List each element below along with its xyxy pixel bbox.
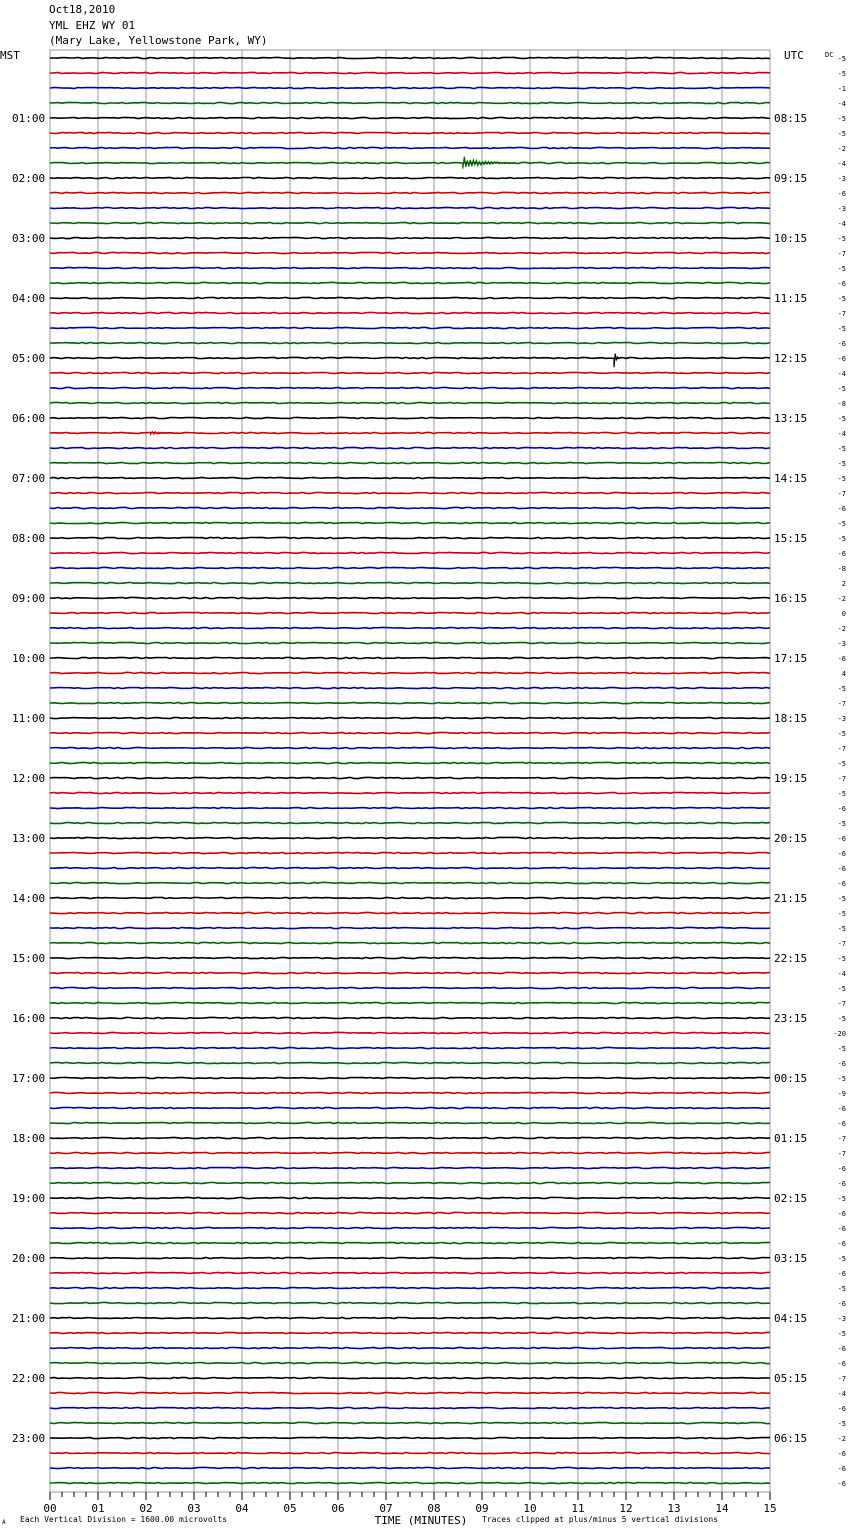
dc-offset-label: -6 xyxy=(837,1270,846,1278)
x-tick-label: 04 xyxy=(235,1502,249,1515)
seismic-trace xyxy=(50,1107,770,1108)
seismic-trace xyxy=(50,597,770,598)
axis-labels xyxy=(12,55,846,1515)
dc-offset-label: -5 xyxy=(837,730,846,738)
seismic-trace xyxy=(50,1167,770,1168)
seismic-trace xyxy=(50,1212,770,1213)
dc-offset-label: -5 xyxy=(837,520,846,528)
dc-offset-label: -7 xyxy=(837,310,846,318)
dc-offset-label: -7 xyxy=(837,1150,846,1158)
seismic-trace xyxy=(50,702,770,703)
utc-hour-label: 09:15 xyxy=(774,172,808,185)
x-tick-label: 06 xyxy=(331,1502,345,1515)
utc-hour-label: 14:15 xyxy=(774,472,808,485)
utc-hour-label: 13:15 xyxy=(774,412,808,425)
dc-offset-label: -5 xyxy=(837,265,846,273)
seismic-trace xyxy=(50,237,770,238)
seismic-trace xyxy=(50,987,770,988)
seismic-trace xyxy=(50,222,770,223)
dc-offset-label: -6 xyxy=(837,1060,846,1068)
seismic-trace xyxy=(50,927,770,928)
seismic-trace xyxy=(50,687,770,688)
seismic-trace xyxy=(50,822,770,823)
x-tick-label: 08 xyxy=(427,1502,441,1515)
mst-hour-label: 20:00 xyxy=(12,1252,46,1265)
dc-offset-label: -6 xyxy=(837,835,846,843)
seismic-trace xyxy=(50,462,770,463)
x-tick-label: 02 xyxy=(139,1502,153,1515)
mst-hour-label: 01:00 xyxy=(12,112,46,125)
mst-hour-label: 21:00 xyxy=(12,1312,46,1325)
dc-offset-label: -6 xyxy=(837,550,846,558)
dc-offset-label: -6 xyxy=(837,1300,846,1308)
dc-offset-label: -6 xyxy=(837,505,846,513)
dc-offset-label: 0 xyxy=(841,610,846,618)
seismic-trace xyxy=(50,1467,770,1468)
dc-offset-label: -5 xyxy=(837,445,846,453)
seismic-trace xyxy=(50,117,770,118)
dc-offset-label: -2 xyxy=(837,595,846,603)
seismic-trace xyxy=(50,522,770,523)
dc-offset-label: -5 xyxy=(837,295,846,303)
seismic-trace xyxy=(50,792,770,793)
seismic-trace xyxy=(50,1362,770,1363)
dc-offset-label: -5 xyxy=(837,415,846,423)
seismic-trace xyxy=(50,387,770,388)
mst-hour-label: 16:00 xyxy=(12,1012,46,1025)
seismic-trace xyxy=(50,1137,770,1138)
seismic-trace xyxy=(50,1152,770,1153)
seismic-trace xyxy=(50,732,770,733)
dc-offset-label: -6 xyxy=(837,1180,846,1188)
corner-mark: A xyxy=(2,1519,6,1526)
dc-offset-label: -6 xyxy=(837,1405,846,1413)
dc-offset-label: -4 xyxy=(837,160,846,168)
dc-offset-label: -6 xyxy=(837,1480,846,1488)
seismic-trace xyxy=(50,942,770,943)
dc-offset-label: -3 xyxy=(837,175,846,183)
utc-axis-label: UTC xyxy=(784,49,804,62)
dc-offset-label: -4 xyxy=(837,100,846,108)
mst-hour-label: 11:00 xyxy=(12,712,46,725)
scale-note: Each Vertical Division = 1600.00 microvolts xyxy=(20,1515,228,1524)
x-tick-label: 13 xyxy=(667,1502,681,1515)
mst-hour-label: 12:00 xyxy=(12,772,46,785)
seismic-trace xyxy=(50,1272,770,1273)
mst-hour-label: 09:00 xyxy=(12,592,46,605)
seismic-trace xyxy=(50,957,770,958)
seismic-trace xyxy=(50,267,770,268)
utc-hour-label: 23:15 xyxy=(774,1012,808,1025)
seismic-trace xyxy=(50,1242,770,1243)
dc-offset-label: -3 xyxy=(837,205,846,213)
utc-hour-label: 00:15 xyxy=(774,1072,808,1085)
dc-offset-label: -4 xyxy=(837,970,846,978)
seismic-trace xyxy=(50,57,770,58)
mst-axis-label: MST xyxy=(0,49,20,62)
dc-offset-label: -5 xyxy=(837,535,846,543)
seismic-trace xyxy=(50,1077,770,1078)
dc-offset-label: -5 xyxy=(837,460,846,468)
x-tick-label: 00 xyxy=(43,1502,57,1515)
dc-offset-label: -1 xyxy=(837,85,846,93)
seismic-trace xyxy=(50,1377,770,1378)
seismic-trace xyxy=(50,372,770,373)
seismic-trace xyxy=(50,1317,770,1318)
seismic-trace xyxy=(50,1257,770,1258)
seismic-trace xyxy=(50,192,770,193)
seismic-trace xyxy=(50,1197,770,1198)
seismic-trace xyxy=(50,312,770,313)
utc-hour-label: 21:15 xyxy=(774,892,808,905)
seismic-trace xyxy=(50,1017,770,1018)
dc-offset-label: -5 xyxy=(837,475,846,483)
seismic-trace xyxy=(50,807,770,808)
station-code: YML EHZ WY 01 xyxy=(49,19,136,32)
seismic-trace xyxy=(50,1062,770,1063)
seismic-trace xyxy=(50,357,770,358)
seismic-trace xyxy=(50,912,770,913)
dc-offset-label: -2 xyxy=(837,145,846,153)
dc-offset-label: -7 xyxy=(837,775,846,783)
mst-hour-label: 10:00 xyxy=(12,652,46,665)
seismic-trace xyxy=(50,297,770,298)
seismic-trace xyxy=(50,1182,770,1183)
dc-offset-label: -5 xyxy=(837,115,846,123)
dc-offset-label: -6 xyxy=(837,1105,846,1113)
seismic-trace xyxy=(50,1437,770,1438)
seismic-trace xyxy=(50,1452,770,1453)
x-tick-label: 11 xyxy=(571,1502,585,1515)
x-axis-title: TIME (MINUTES) xyxy=(374,1514,468,1527)
utc-hour-label: 08:15 xyxy=(774,112,808,125)
seismic-trace xyxy=(50,1422,770,1423)
seismic-trace xyxy=(50,1392,770,1393)
seismic-trace xyxy=(50,72,770,73)
dc-offset-label: -5 xyxy=(837,955,846,963)
clip-note: Traces clipped at plus/minus 5 vertical divisions xyxy=(482,1515,719,1524)
dc-offset-label: -2 xyxy=(837,625,846,633)
seismic-trace xyxy=(50,537,770,538)
x-tick-label: 14 xyxy=(715,1502,729,1515)
utc-hour-label: 16:15 xyxy=(774,592,808,605)
seismic-trace xyxy=(50,1032,770,1033)
seismic-trace xyxy=(50,777,770,778)
dc-offset-label: -6 xyxy=(837,1465,846,1473)
seismic-trace xyxy=(50,1407,770,1408)
seismic-trace xyxy=(50,102,770,103)
dc-offset-label: -5 xyxy=(837,1195,846,1203)
trace-lines xyxy=(50,57,770,1483)
seismic-trace xyxy=(50,882,770,883)
mst-hour-label: 13:00 xyxy=(12,832,46,845)
dc-offset-label: -5 xyxy=(837,1285,846,1293)
utc-hour-label: 01:15 xyxy=(774,1132,808,1145)
dc-offset-label: -6 xyxy=(837,1240,846,1248)
seismic-trace xyxy=(50,1047,770,1048)
utc-hour-label: 22:15 xyxy=(774,952,808,965)
x-tick-label: 01 xyxy=(91,1502,105,1515)
dc-offset-label: -9 xyxy=(837,1090,846,1098)
dc-offset-label: -5 xyxy=(837,925,846,933)
dc-offset-label: 2 xyxy=(841,580,846,588)
dc-offset-label: -5 xyxy=(837,1255,846,1263)
seismic-trace xyxy=(50,1227,770,1228)
seismic-trace xyxy=(50,87,770,88)
seismic-trace xyxy=(50,1332,770,1333)
dc-offset-label: -7 xyxy=(837,700,846,708)
seismic-trace xyxy=(50,177,770,178)
seismic-trace xyxy=(50,1122,770,1123)
mst-hour-label: 07:00 xyxy=(12,472,46,485)
event-signals xyxy=(151,157,619,434)
dc-offset-label: -6 xyxy=(837,1165,846,1173)
grid-lines xyxy=(50,50,770,1492)
dc-offset-label: -6 xyxy=(837,1360,846,1368)
dc-offset-label: -7 xyxy=(837,250,846,258)
seismic-trace xyxy=(50,477,770,478)
seismic-trace xyxy=(50,417,770,418)
dc-offset-label: -6 xyxy=(837,865,846,873)
x-tick-label: 07 xyxy=(379,1502,393,1515)
dc-offset-label: -4 xyxy=(837,430,846,438)
dc-offset-label: -6 xyxy=(837,1210,846,1218)
dc-offset-label: 4 xyxy=(841,670,846,678)
dc-offset-label: -6 xyxy=(837,190,846,198)
dc-offset-label: -4 xyxy=(837,220,846,228)
mst-hour-label: 03:00 xyxy=(12,232,46,245)
x-tick-label: 03 xyxy=(187,1502,201,1515)
mst-hour-label: 23:00 xyxy=(12,1432,46,1445)
mst-hour-label: 04:00 xyxy=(12,292,46,305)
seismic-trace xyxy=(50,642,770,643)
seismic-trace xyxy=(50,507,770,508)
dc-offset-label: -3 xyxy=(837,1315,846,1323)
seismic-trace xyxy=(50,447,770,448)
seismic-trace xyxy=(50,552,770,553)
seismic-trace xyxy=(50,1002,770,1003)
utc-hour-label: 11:15 xyxy=(774,292,808,305)
dc-offset-label: -6 xyxy=(837,1345,846,1353)
seismic-trace xyxy=(50,567,770,568)
dc-offset-label: -7 xyxy=(837,1000,846,1008)
dc-offset-label: -3 xyxy=(837,640,846,648)
dc-offset-label: -3 xyxy=(837,715,846,723)
seismic-trace xyxy=(50,147,770,148)
utc-hour-label: 03:15 xyxy=(774,1252,808,1265)
utc-hour-label: 06:15 xyxy=(774,1432,808,1445)
event-signal xyxy=(614,354,619,368)
x-tick-label: 09 xyxy=(475,1502,489,1515)
dc-offset-label: -5 xyxy=(837,235,846,243)
seismic-trace xyxy=(50,1482,770,1483)
seismic-trace xyxy=(50,627,770,628)
seismic-trace xyxy=(50,612,770,613)
mst-hour-label: 19:00 xyxy=(12,1192,46,1205)
dc-offset-label: -5 xyxy=(837,985,846,993)
dc-offset-label: -5 xyxy=(837,820,846,828)
seismic-trace xyxy=(50,402,770,403)
x-tick-label: 10 xyxy=(523,1502,537,1515)
mst-hour-label: 17:00 xyxy=(12,1072,46,1085)
dc-offset-label: -6 xyxy=(837,355,846,363)
seismic-trace xyxy=(50,747,770,748)
dc-offset-label: -5 xyxy=(837,895,846,903)
utc-hour-label: 18:15 xyxy=(774,712,808,725)
dc-offset-label: -6 xyxy=(837,1225,846,1233)
dc-column-label: DC xyxy=(825,51,834,59)
seismic-trace xyxy=(50,252,770,253)
dc-offset-label: -6 xyxy=(837,1120,846,1128)
mst-hour-label: 06:00 xyxy=(12,412,46,425)
station-location: (Mary Lake, Yellowstone Park, WY) xyxy=(49,34,268,47)
seismic-trace xyxy=(50,672,770,673)
dc-offset-label: -5 xyxy=(837,70,846,78)
mst-hour-label: 08:00 xyxy=(12,532,46,545)
dc-offset-label: -7 xyxy=(837,940,846,948)
seismic-trace xyxy=(50,1302,770,1303)
mst-hour-label: 15:00 xyxy=(12,952,46,965)
dc-offset-label: -6 xyxy=(837,280,846,288)
mst-hour-label: 22:00 xyxy=(12,1372,46,1385)
mst-hour-label: 02:00 xyxy=(12,172,46,185)
dc-offset-label: -6 xyxy=(837,805,846,813)
utc-hour-label: 19:15 xyxy=(774,772,808,785)
seismic-trace xyxy=(50,342,770,343)
seismic-trace xyxy=(50,717,770,718)
seismic-trace xyxy=(50,1092,770,1093)
dc-offset-label: -5 xyxy=(837,130,846,138)
seismic-trace xyxy=(50,492,770,493)
dc-offset-label: -2 xyxy=(837,1435,846,1443)
utc-hour-label: 05:15 xyxy=(774,1372,808,1385)
seismic-trace xyxy=(50,282,770,283)
seismic-trace xyxy=(50,162,770,163)
seismic-trace xyxy=(50,972,770,973)
seismic-trace xyxy=(50,852,770,853)
dc-offset-label: -7 xyxy=(837,490,846,498)
seismic-trace xyxy=(50,207,770,208)
dc-offset-label: -4 xyxy=(837,1390,846,1398)
dc-offset-label: -5 xyxy=(837,1330,846,1338)
dc-offset-label: -6 xyxy=(837,1450,846,1458)
mst-hour-label: 18:00 xyxy=(12,1132,46,1145)
seismic-trace xyxy=(50,582,770,583)
mst-hour-label: 05:00 xyxy=(12,352,46,365)
x-tick-label: 05 xyxy=(283,1502,297,1515)
utc-hour-label: 17:15 xyxy=(774,652,808,665)
dc-offset-label: -5 xyxy=(837,1075,846,1083)
dc-offset-label: -6 xyxy=(837,880,846,888)
dc-offset-label: -8 xyxy=(837,565,846,573)
dc-offset-label: -5 xyxy=(837,1045,846,1053)
dc-offset-label: -5 xyxy=(837,760,846,768)
dc-offset-label: -5 xyxy=(837,325,846,333)
mst-hour-label: 14:00 xyxy=(12,892,46,905)
utc-hour-label: 15:15 xyxy=(774,532,808,545)
dc-offset-label: -6 xyxy=(837,655,846,663)
seismic-trace xyxy=(50,132,770,133)
dc-offset-label: -7 xyxy=(837,745,846,753)
utc-hour-label: 12:15 xyxy=(774,352,808,365)
seismic-trace xyxy=(50,837,770,838)
seismic-trace xyxy=(50,327,770,328)
dc-offset-label: -5 xyxy=(837,1420,846,1428)
dc-offset-label: -5 xyxy=(837,685,846,693)
dc-offset-label: -5 xyxy=(837,910,846,918)
dc-offset-label: -5 xyxy=(837,385,846,393)
dc-offset-label: -20 xyxy=(833,1030,846,1038)
dc-offset-label: -6 xyxy=(837,850,846,858)
dc-offset-label: -8 xyxy=(837,400,846,408)
plot-date: Oct18,2010 xyxy=(49,3,116,16)
dc-offset-label: -4 xyxy=(837,370,846,378)
plot-frame xyxy=(50,50,770,1492)
seismic-trace xyxy=(50,897,770,898)
dc-offset-label: -5 xyxy=(837,1015,846,1023)
dc-offset-label: -5 xyxy=(837,55,846,63)
seismic-trace xyxy=(50,762,770,763)
seismic-trace xyxy=(50,1347,770,1348)
utc-hour-label: 02:15 xyxy=(774,1192,808,1205)
dc-offset-label: -5 xyxy=(837,790,846,798)
dc-offset-label: -6 xyxy=(837,340,846,348)
utc-hour-label: 10:15 xyxy=(774,232,808,245)
seismic-trace xyxy=(50,1287,770,1288)
x-tick-label: 15 xyxy=(763,1502,777,1515)
utc-hour-label: 04:15 xyxy=(774,1312,808,1325)
x-tick-label: 12 xyxy=(619,1502,633,1515)
event-signal xyxy=(463,157,516,169)
dc-offset-label: -7 xyxy=(837,1135,846,1143)
utc-hour-label: 20:15 xyxy=(774,832,808,845)
dc-offset-label: -7 xyxy=(837,1375,846,1383)
seismic-trace xyxy=(50,867,770,868)
seismic-trace xyxy=(50,657,770,658)
